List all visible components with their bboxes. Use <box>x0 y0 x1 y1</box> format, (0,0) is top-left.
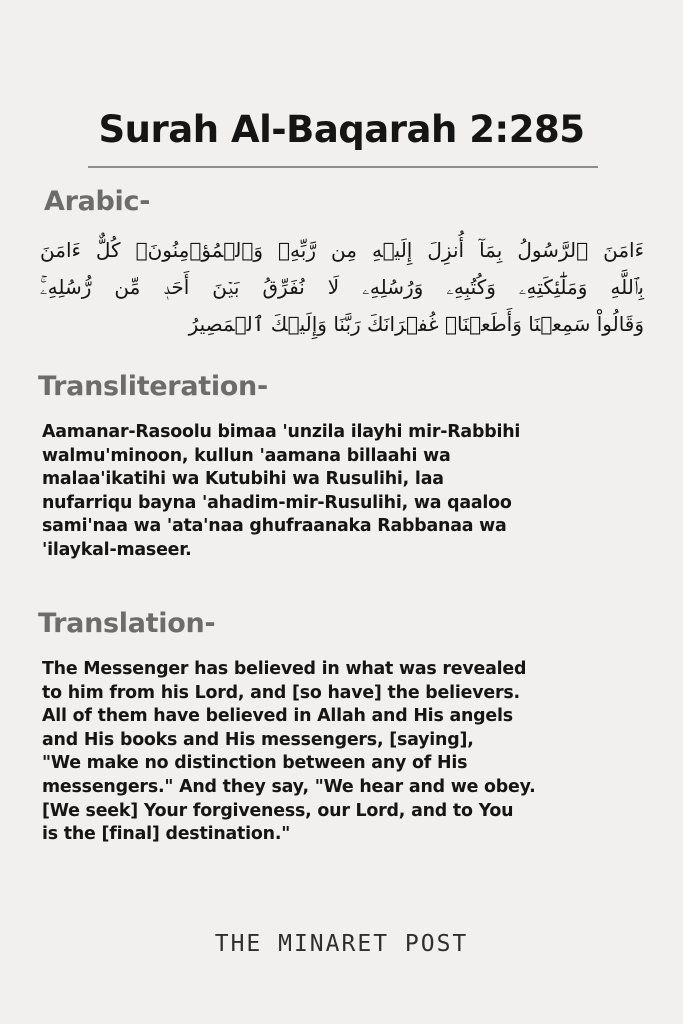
arabic-line: بِٱللَّهِ وَمَلَٰٓئِكَتِهِۦ وَكُتُبِهِۦ وَرُسُلِهِۦ لَا نُفَرِّقُ بَيۡنَ أَحَدٖ مِّن رُّسُلِهِۦۚ <box>40 275 644 299</box>
translation-line: All of them have believed in Allah and His angels <box>42 706 513 727</box>
page-title: Surah Al-Baqarah 2:285 <box>98 108 585 151</box>
translation-line: is the [final] destination." <box>42 824 291 845</box>
translation-line: "We make no distinction between any of His <box>42 753 468 774</box>
transliteration-line: malaa'ikatihi wa Kutubihi wa Rusulihi, laa <box>42 469 444 490</box>
arabic-heading: Arabic- <box>44 186 151 217</box>
arabic-verse <box>40 232 644 343</box>
translation-line: messengers." And they say, "We hear and we obey. <box>42 776 536 797</box>
arabic-line: وَقَالُواْ سَمِعۡنَا وَأَطَعۡنَاۖ غُفۡرَانَكَ رَبَّنَا وَإِلَيۡكَ ٱلۡمَصِيرُ <box>188 312 644 336</box>
translation-line: The Messenger has believed in what was revealed <box>42 659 527 679</box>
translation-heading: Translation- <box>38 608 216 639</box>
transliteration-line: walmu'minoon, kullun 'aamana billaahi wa <box>42 445 451 466</box>
title-underline <box>88 166 598 168</box>
translation-line: to him from his Lord, and [so have] the believers. <box>42 682 520 703</box>
transliteration-line: nufarriqu bayna 'ahadim-mir-Rusulihi, wa qaaloo <box>42 492 512 513</box>
translation-line: [We seek] Your forgiveness, our Lord, and to You <box>42 800 514 821</box>
transliteration-line: Aamanar-Rasoolu bimaa 'unzila ilayhi mir-Rabbihi <box>42 422 521 442</box>
transliteration-line: 'ilaykal-maseer. <box>42 539 192 560</box>
transliteration-line: sami'naa wa 'ata'naa ghufraanaka Rabbanaa wa <box>42 516 507 537</box>
transliteration-heading: Transliteration- <box>38 371 268 402</box>
arabic-line: ءَامَنَ ٱلرَّسُولُ بِمَآ أُنزِلَ إِلَيۡهِ مِن رَّبِّهِۦ وَٱلۡمُؤۡمِنُونَۚ كُلٌّ ءَامَنَ <box>40 238 644 262</box>
footer-brand: THE MINARET POST <box>214 931 469 957</box>
transliteration-text <box>42 421 642 563</box>
translation-line: and His books and His messengers, [saying], <box>42 729 474 750</box>
translation-text <box>42 658 652 847</box>
